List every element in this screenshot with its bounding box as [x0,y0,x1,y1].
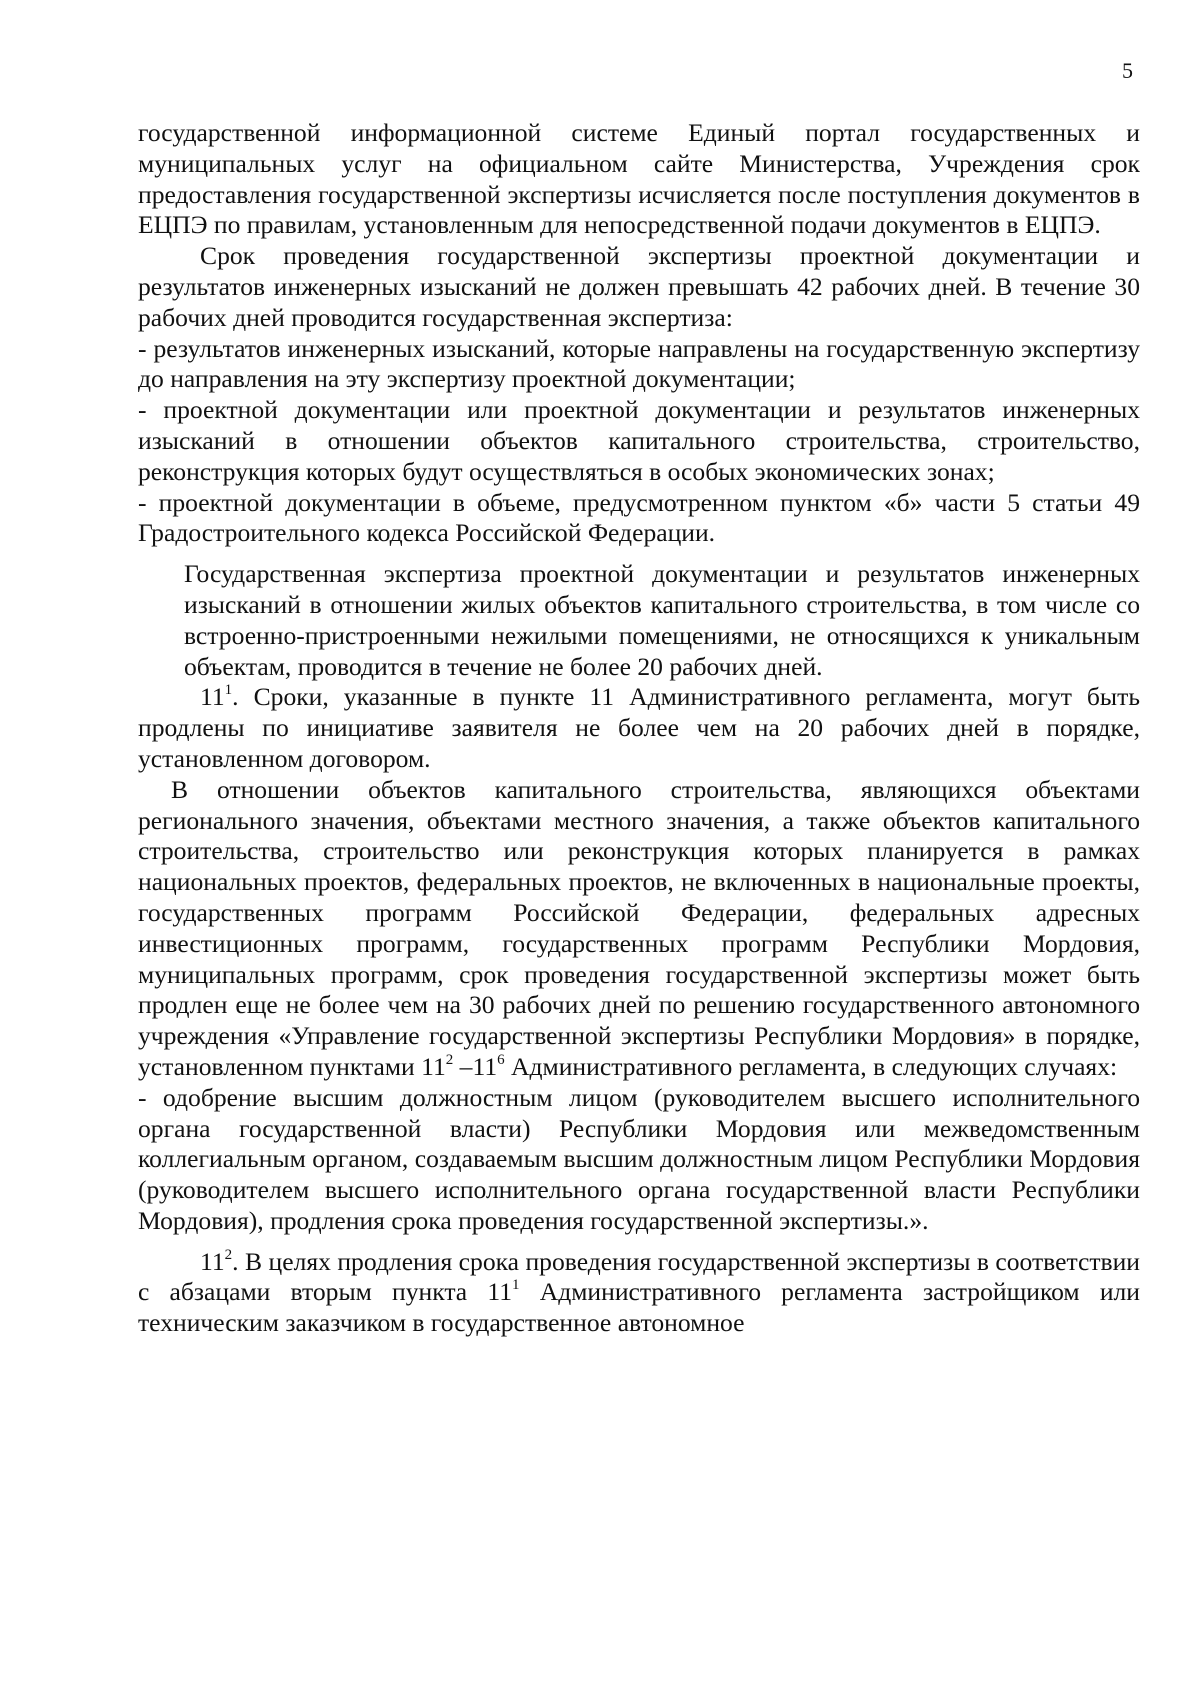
clause-number: 11 [200,1246,225,1276]
clause-text: . Сроки, указанные в пункте 11 Административного регламента, могут быть продлены по инициативе заявителя не более чем на 20 рабочих дней в порядке, установленном договором. [138,682,1140,773]
clause-number: 11 [200,682,225,712]
paragraph-11-1 [138,682,1140,774]
paragraph-11-2: $11^2$. В целях продления срока проведения государственной экспертизы в соответствии с абзацами вторым пункта $11^1$ Административного регламента застройщиком или техническим заказчиком в государственное автономное [138,1246,1140,1338]
clause-superscript: 1 [224,682,233,699]
clause-ref: 11 [421,1051,446,1081]
list-item-2: - проектной документации или проектной документации и результатов инженерных изысканий в отношении объектов капитального строительства, строительство, реконструкция которых будут осуществляться в особых экономических зонах; [138,395,1140,486]
page-number: 5 [1122,58,1133,83]
list-item-4: - одобрение высшим должностным лицом (руководителем высшего исполнительного органа государственной власти) Республики Мордовия или межведомственным коллегиальным органом, создаваемым высшим должностным лицом Республики Мордовия (руководителем высшего исполнительного органа государственной власти Республики Мордовия), продления срока проведения государственной экспертизы.». [138,1082,1140,1235]
list-item-3: - проектной документации в объеме, предусмотренном пунктом «б» части 5 статьи 49 Градостроительного кодекса Российской Федерации. [138,487,1140,548]
paragraph-4: В отношении объектов капитального строительства, являющихся объектами регионального значения, объектами местного значения, а также объектов капитального строительства, строительство или реконструкция которых планируется в рамках национальных проектов, федеральных проектов, не включенных в национальные проекты, государственных программ Российской Федерации, федеральных адресных инвестиционных программ, государственных программ Республики Мордовия, муниципальных программ, срок проведения государственной экспертизы может быть продлен еще не более чем на 30 рабочих дней по решению государственного автономного учреждения «Управление государственной экспертизы Республики Мордовия» в порядке, установленном пунктами $11^2$ $-11^6$ Административного регламента, в следующих случаях: [138,774,1140,1081]
paragraph-1: государственной информационной системе Единый портал государственных и муниципальных услуг на официальном сайте Министерства, Учреждения срок предоставления государственной экспертизы исчисляется после поступления документов в ЕЦПЭ по правилам, установленным для непосредственной подачи документов в ЕЦПЭ. [138,118,1140,240]
paragraph-3: Государственная экспертиза проектной документации и результатов инженерных изысканий в отношении жилых объектов капитального строительства, в том числе со встроенно-пристроенными нежилыми помещениями, не относящихся к уникальным объектам, проводится в течение не более 20 рабочих дней. [184,559,1140,681]
document-body [138,118,1140,1339]
clause-ref: 11 [487,1277,513,1307]
paragraph-2: Срок проведения государственной экспертизы проектной документации и результатов инженерных изысканий не должен превышать 42 рабочих дней. В течение 30 рабочих дней проводится государственная экспертиза: [138,241,1140,332]
list-item-1: - результатов инженерных изысканий, которые направлены на государственную экспертизу до направления на эту экспертизу проектной документации; [138,333,1140,394]
clause-superscript: 2 [224,1246,233,1263]
clause-ref: 11 [472,1051,498,1081]
